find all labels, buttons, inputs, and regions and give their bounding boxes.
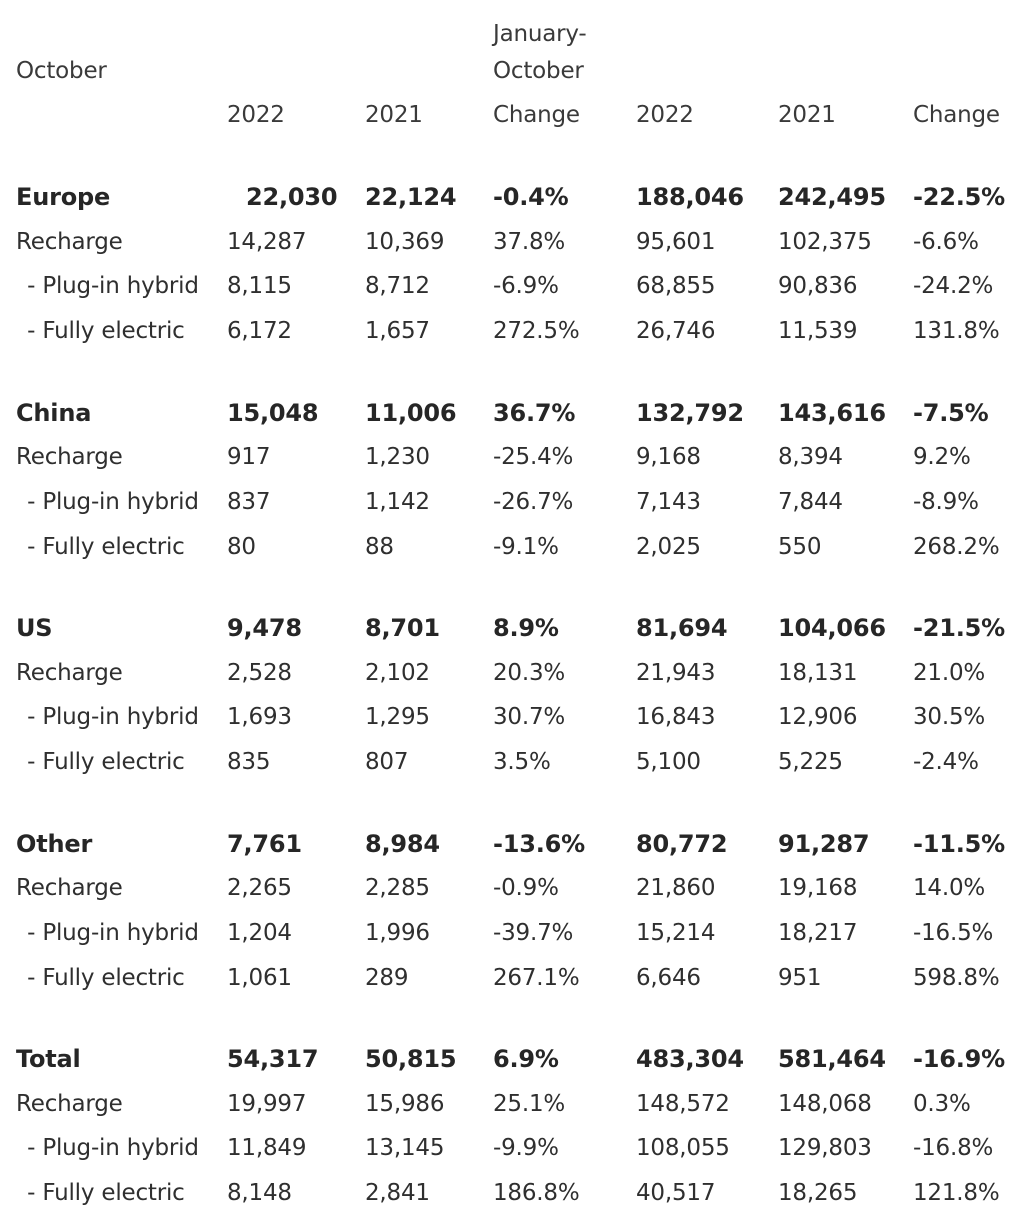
table-cell: -11.5%	[913, 829, 1006, 858]
table-cell: 8,115	[227, 273, 292, 300]
region-label: Total	[16, 1045, 81, 1073]
table-cell: 10,369	[365, 228, 445, 255]
table-cell: -9.9%	[493, 1135, 559, 1162]
table-cell: 15,048	[227, 398, 319, 427]
table-cell: 21,860	[636, 875, 716, 902]
table-cell: 598.8%	[913, 964, 1000, 991]
table-cell: 8,712	[365, 273, 430, 300]
table-cell: 1,142	[365, 488, 430, 515]
table-cell: 12,906	[778, 704, 858, 731]
period-label-january-october: October	[493, 58, 584, 84]
table-cell: 8,394	[778, 444, 843, 471]
table-cell: 289	[365, 964, 409, 991]
table-cell: -16.5%	[913, 919, 994, 946]
table-cell: -0.4%	[493, 183, 569, 211]
table-cell: 2,265	[227, 875, 292, 902]
table-cell: -39.7%	[493, 919, 574, 946]
table-cell: 20.3%	[493, 659, 566, 686]
table-cell: 5,100	[636, 749, 701, 776]
table-cell: 108,055	[636, 1135, 730, 1162]
table-cell: 6.9%	[493, 1045, 559, 1073]
table-cell: -7.5%	[913, 398, 989, 427]
table-cell: 30.5%	[913, 704, 986, 731]
table-cell: 19,997	[227, 1090, 307, 1117]
table-cell: 102,375	[778, 228, 872, 255]
table-cell: 9,168	[636, 444, 701, 471]
table-cell: 1,996	[365, 919, 430, 946]
table-cell: 13,145	[365, 1135, 445, 1162]
table-cell: 14,287	[227, 228, 307, 255]
table-cell: 1,693	[227, 704, 292, 731]
table-cell: 11,006	[365, 398, 457, 427]
period-label-october: October	[16, 58, 107, 84]
table-cell: 81,694	[636, 614, 728, 642]
column-header: Change	[913, 102, 1000, 128]
table-cell: -6.6%	[913, 228, 979, 255]
row-label: Recharge	[16, 875, 123, 902]
row-label: Recharge	[16, 228, 123, 255]
table-cell: -16.8%	[913, 1135, 994, 1162]
table-cell: 267.1%	[493, 964, 580, 991]
table-cell: 91,287	[778, 829, 870, 858]
table-cell: 95,601	[636, 228, 716, 255]
table-cell: 104,066	[778, 614, 886, 642]
table-cell: 40,517	[636, 1180, 716, 1207]
table-cell: 1,230	[365, 444, 430, 471]
table-cell: 1,657	[365, 318, 430, 345]
table-cell: 22,030	[246, 183, 338, 211]
table-cell: 2,841	[365, 1180, 430, 1207]
table-cell: 8,984	[365, 829, 440, 858]
period-label-january: January-	[493, 21, 587, 47]
table-cell: 6,172	[227, 318, 292, 345]
column-header: Change	[493, 102, 580, 128]
table-cell: 268.2%	[913, 533, 1000, 560]
row-label: - Fully electric	[20, 1180, 185, 1207]
table-cell: 2,285	[365, 875, 430, 902]
table-cell: 6,646	[636, 964, 701, 991]
table-cell: 15,214	[636, 919, 716, 946]
row-label: - Fully electric	[20, 318, 185, 345]
table-cell: -25.4%	[493, 444, 574, 471]
table-cell: 16,843	[636, 704, 716, 731]
table-cell: 0.3%	[913, 1090, 971, 1117]
table-cell: -22.5%	[913, 183, 1006, 211]
table-cell: 121.8%	[913, 1180, 1000, 1207]
table-cell: 5,225	[778, 749, 843, 776]
row-label: Recharge	[16, 444, 123, 471]
row-label: Recharge	[16, 1090, 123, 1117]
table-cell: -24.2%	[913, 273, 994, 300]
table-cell: 1,295	[365, 704, 430, 731]
table-cell: 2,025	[636, 533, 701, 560]
table-cell: 19,168	[778, 875, 858, 902]
table-cell: 7,761	[227, 829, 302, 858]
table-cell: 18,265	[778, 1180, 858, 1207]
row-label: - Plug-in hybrid	[20, 704, 199, 731]
table-cell: 132,792	[636, 398, 744, 427]
table-cell: -26.7%	[493, 488, 574, 515]
table-cell: 7,844	[778, 488, 843, 515]
table-cell: 36.7%	[493, 398, 576, 427]
region-label: US	[16, 614, 53, 642]
table-cell: 8,148	[227, 1180, 292, 1207]
table-cell: 951	[778, 964, 822, 991]
table-cell: -8.9%	[913, 488, 979, 515]
table-cell: 80	[227, 533, 256, 560]
table-cell: 54,317	[227, 1045, 319, 1073]
table-cell: 50,815	[365, 1045, 457, 1073]
table-cell: 18,217	[778, 919, 858, 946]
row-label: - Plug-in hybrid	[20, 488, 199, 515]
table-cell: 80,772	[636, 829, 728, 858]
table-cell: -6.9%	[493, 273, 559, 300]
table-cell: 7,143	[636, 488, 701, 515]
table-cell: 21.0%	[913, 659, 986, 686]
table-cell: -16.9%	[913, 1045, 1006, 1073]
table-cell: 1,204	[227, 919, 292, 946]
table-cell: 2,102	[365, 659, 430, 686]
table-cell: 550	[778, 533, 822, 560]
table-cell: 2,528	[227, 659, 292, 686]
table-cell: -0.9%	[493, 875, 559, 902]
table-cell: 26,746	[636, 318, 716, 345]
table-cell: 8.9%	[493, 614, 559, 642]
table-cell: 3.5%	[493, 749, 551, 776]
table-cell: 8,701	[365, 614, 440, 642]
table-cell: 11,849	[227, 1135, 307, 1162]
table-cell: 21,943	[636, 659, 716, 686]
row-label: - Fully electric	[20, 964, 185, 991]
table-cell: 90,836	[778, 273, 858, 300]
row-label: - Plug-in hybrid	[20, 919, 199, 946]
table-cell: 14.0%	[913, 875, 986, 902]
table-cell: 188,046	[636, 183, 744, 211]
table-cell: 88	[365, 533, 394, 560]
column-header: 2022	[636, 102, 694, 128]
table-cell: -13.6%	[493, 829, 586, 858]
region-label: Other	[16, 829, 93, 858]
column-header: 2022	[227, 102, 285, 128]
row-label: Recharge	[16, 659, 123, 686]
table-cell: 143,616	[778, 398, 886, 427]
region-label: Europe	[16, 183, 111, 211]
table-cell: 917	[227, 444, 271, 471]
table-cell: 186.8%	[493, 1180, 580, 1207]
table-cell: 807	[365, 749, 409, 776]
table-cell: 837	[227, 488, 271, 515]
row-label: - Plug-in hybrid	[20, 1135, 199, 1162]
column-header: 2021	[778, 102, 836, 128]
table-cell: 581,464	[778, 1045, 886, 1073]
table-cell: 22,124	[365, 183, 457, 211]
table-cell: 272.5%	[493, 318, 580, 345]
region-label: China	[16, 398, 92, 427]
table-cell: 25.1%	[493, 1090, 566, 1117]
table-cell: 11,539	[778, 318, 858, 345]
table-cell: 15,986	[365, 1090, 445, 1117]
table-cell: 30.7%	[493, 704, 566, 731]
table-cell: 131.8%	[913, 318, 1000, 345]
table-cell: 37.8%	[493, 228, 566, 255]
table-cell: 483,304	[636, 1045, 744, 1073]
table-cell: 1,061	[227, 964, 292, 991]
table-cell: 242,495	[778, 183, 886, 211]
table-cell: 148,068	[778, 1090, 872, 1117]
table-cell: 148,572	[636, 1090, 730, 1117]
table-cell: -21.5%	[913, 614, 1006, 642]
table-cell: 9,478	[227, 614, 302, 642]
table-cell: -9.1%	[493, 533, 559, 560]
row-label: - Fully electric	[20, 749, 185, 776]
table-cell: 68,855	[636, 273, 716, 300]
table-cell: 9.2%	[913, 444, 971, 471]
table-cell: 18,131	[778, 659, 858, 686]
row-label: - Plug-in hybrid	[20, 273, 199, 300]
column-header: 2021	[365, 102, 423, 128]
table-cell: -2.4%	[913, 749, 979, 776]
table-cell: 835	[227, 749, 271, 776]
row-label: - Fully electric	[20, 533, 185, 560]
table-cell: 129,803	[778, 1135, 872, 1162]
